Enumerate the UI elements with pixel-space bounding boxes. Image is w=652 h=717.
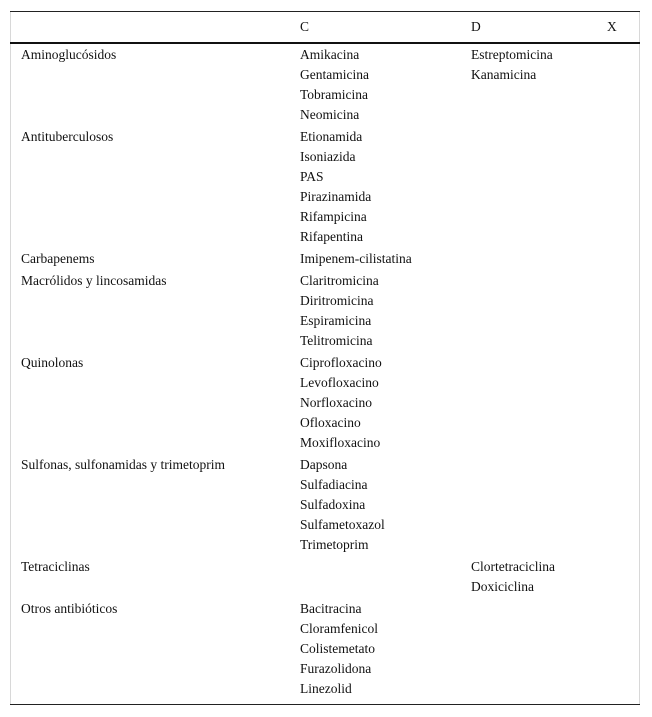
drug-name: PAS <box>300 169 324 184</box>
drug-class-cell: Tetraciclinas <box>21 559 90 574</box>
table-row <box>10 599 640 701</box>
category-d-cell <box>471 557 555 597</box>
drug-name: Diritromicina <box>300 293 374 308</box>
drug-class-cell: Quinolonas <box>21 355 84 370</box>
drug-name: Gentamicina <box>300 67 369 82</box>
drug-name: Cloramfenicol <box>300 621 378 636</box>
drug-name: Espiramicina <box>300 313 372 328</box>
category-c-cell <box>300 353 382 453</box>
category-c-cell <box>300 45 369 125</box>
drug-name: Sulfadoxina <box>300 497 366 512</box>
drug-name: Sulfadiacina <box>300 477 368 492</box>
drug-name: Linezolid <box>300 681 352 696</box>
table-row <box>10 127 640 249</box>
drug-name: Neomicina <box>300 107 360 122</box>
category-c-cell <box>300 455 385 555</box>
drug-name: Estreptomicina <box>471 47 553 62</box>
drug-name: Doxiciclina <box>471 579 534 594</box>
drug-name: Etionamida <box>300 129 363 144</box>
drug-name: Rifapentina <box>300 229 363 244</box>
drug-name: Dapsona <box>300 457 348 472</box>
drug-name: Telitromicina <box>300 333 373 348</box>
drug-class-cell: Carbapenems <box>21 251 95 266</box>
drug-class-cell: Otros antibióticos <box>21 601 118 616</box>
drug-name: Sulfametoxazol <box>300 517 385 532</box>
drug-name: Isoniazida <box>300 149 356 164</box>
category-c-cell <box>300 271 379 351</box>
drug-class-cell: Sulfonas, sulfonamidas y trimetoprim <box>21 457 225 472</box>
drug-class-cell: Antituberculosos <box>21 129 114 144</box>
drug-name: Tobramicina <box>300 87 369 102</box>
category-c-cell <box>300 599 378 699</box>
drug-name: Moxifloxacino <box>300 435 381 450</box>
drug-name: Imipenem-cilistatina <box>300 251 412 266</box>
drug-name: Bacitracina <box>300 601 362 616</box>
drug-name: Kanamicina <box>471 67 537 82</box>
header-c: C <box>300 19 310 34</box>
drug-name: Trimetoprim <box>300 537 369 552</box>
drug-name: Colistemetato <box>300 641 375 656</box>
drug-name: Pirazinamida <box>300 189 372 204</box>
category-c-cell <box>300 127 371 247</box>
drug-name: Furazolidona <box>300 661 372 676</box>
table-header-rule <box>10 42 640 44</box>
table-row <box>10 455 640 557</box>
table-header-row <box>10 11 640 42</box>
table-row <box>10 249 640 271</box>
category-d-cell <box>471 45 553 85</box>
table-row <box>10 45 640 127</box>
drug-name: Claritromicina <box>300 273 379 288</box>
drug-name: Clortetraciclina <box>471 559 555 574</box>
table-bottom-rule <box>10 704 640 705</box>
table-body <box>10 45 640 701</box>
category-c-cell <box>300 249 412 269</box>
drug-name: Amikacina <box>300 47 360 62</box>
table-row <box>10 557 640 599</box>
header-d: D <box>471 19 481 34</box>
table-row <box>10 353 640 455</box>
drug-name: Ofloxacino <box>300 415 361 430</box>
header-x: X <box>607 19 617 34</box>
drug-name: Rifampicina <box>300 209 367 224</box>
drug-name: Levofloxacino <box>300 375 379 390</box>
table-row <box>10 271 640 353</box>
drug-name: Norfloxacino <box>300 395 372 410</box>
drug-name: Ciprofloxacino <box>300 355 382 370</box>
drug-class-cell: Macrólidos y lincosamidas <box>21 273 167 288</box>
drug-class-cell: Aminoglucósidos <box>21 47 117 62</box>
